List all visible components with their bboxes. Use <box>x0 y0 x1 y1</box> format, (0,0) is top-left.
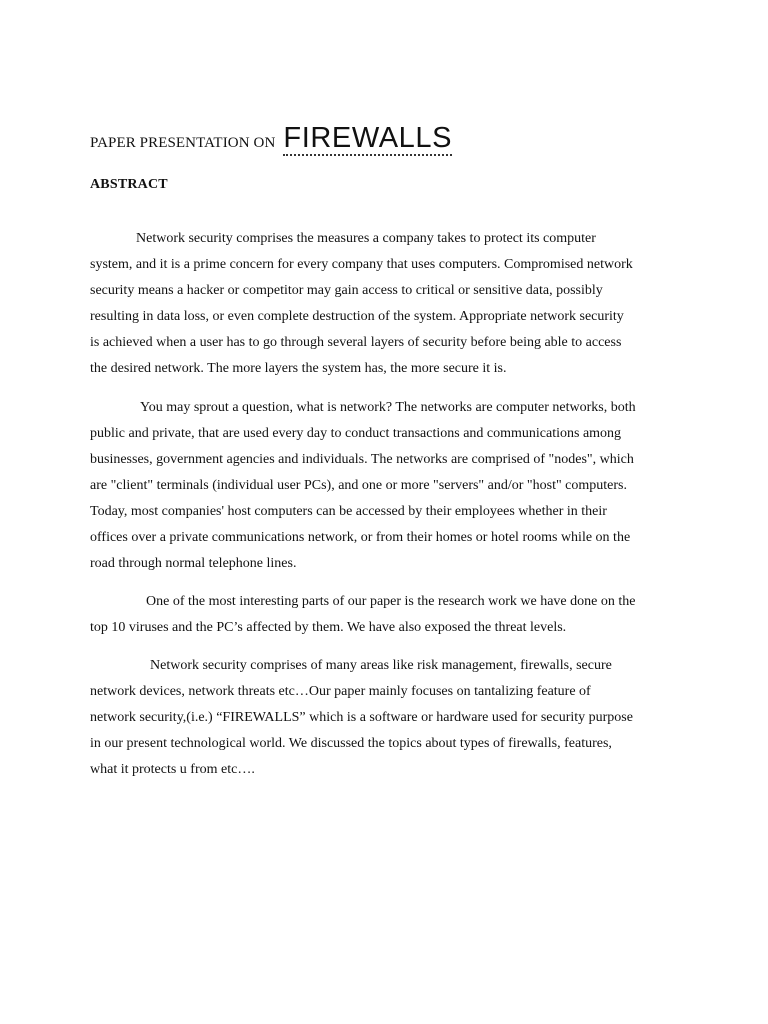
paragraph-2 <box>90 395 680 577</box>
paragraph-line: top 10 viruses and the PC’s affected by them. We have also exposed the threat levels. <box>90 620 567 635</box>
paragraph-line: businesses, government agencies and individuals. The networks are comprised of "nodes", which <box>90 452 634 467</box>
paragraph-3 <box>90 589 680 641</box>
paragraph-line: network security,(i.e.) “FIREWALLS” which is a software or hardware used for security purpose <box>90 710 633 725</box>
paragraph-line: are "client" terminals (individual user PCs), and one or more "servers" and/or "host" computers. <box>90 478 627 493</box>
paragraph-line: public and private, that are used every day to conduct transactions and communications among <box>90 426 622 441</box>
paragraph-line: resulting in data loss, or even complete destruction of the system. Appropriate network security <box>90 309 624 324</box>
paragraph-line: Network security comprises of many areas like risk management, firewalls, secure <box>150 658 612 673</box>
paragraph-line: Today, most companies' host computers can be accessed by their employees whether in their <box>90 504 607 519</box>
abstract-heading: ABSTRACT <box>90 177 168 192</box>
document-title <box>90 122 452 155</box>
paragraph-line: the desired network. The more layers the system has, the more secure it is. <box>90 361 507 376</box>
paragraph-line: is achieved when a user has to go through several layers of security before being able to access <box>90 335 622 350</box>
paragraph-line: in our present technological world. We discussed the topics about types of firewalls, features, <box>90 736 612 751</box>
paragraph-line: security means a hacker or competitor may gain access to critical or sensitive data, possibly <box>90 283 603 298</box>
paragraph-4 <box>90 653 680 783</box>
paragraph-line: Network security comprises the measures a company takes to protect its computer <box>136 231 596 246</box>
title-main: FIREWALLS <box>283 122 453 154</box>
paragraph-line: network devices, network threats etc…Our paper mainly focuses on tantalizing feature of <box>90 684 591 699</box>
paragraph-line: what it protects u from etc…. <box>90 762 255 777</box>
paragraph-1 <box>90 226 680 382</box>
paragraph-line: One of the most interesting parts of our paper is the research work we have done on the <box>146 594 636 609</box>
paragraph-line: offices over a private communications network, or from their homes or hotel rooms while on the <box>90 530 631 545</box>
paragraph-line: You may sprout a question, what is network? The networks are computer networks, both <box>140 400 636 415</box>
paragraph-line: road through normal telephone lines. <box>90 556 297 571</box>
title-prefix: PAPER PRESENTATION ON <box>90 135 276 151</box>
paragraph-line: system, and it is a prime concern for every company that uses computers. Compromised network <box>90 257 633 272</box>
